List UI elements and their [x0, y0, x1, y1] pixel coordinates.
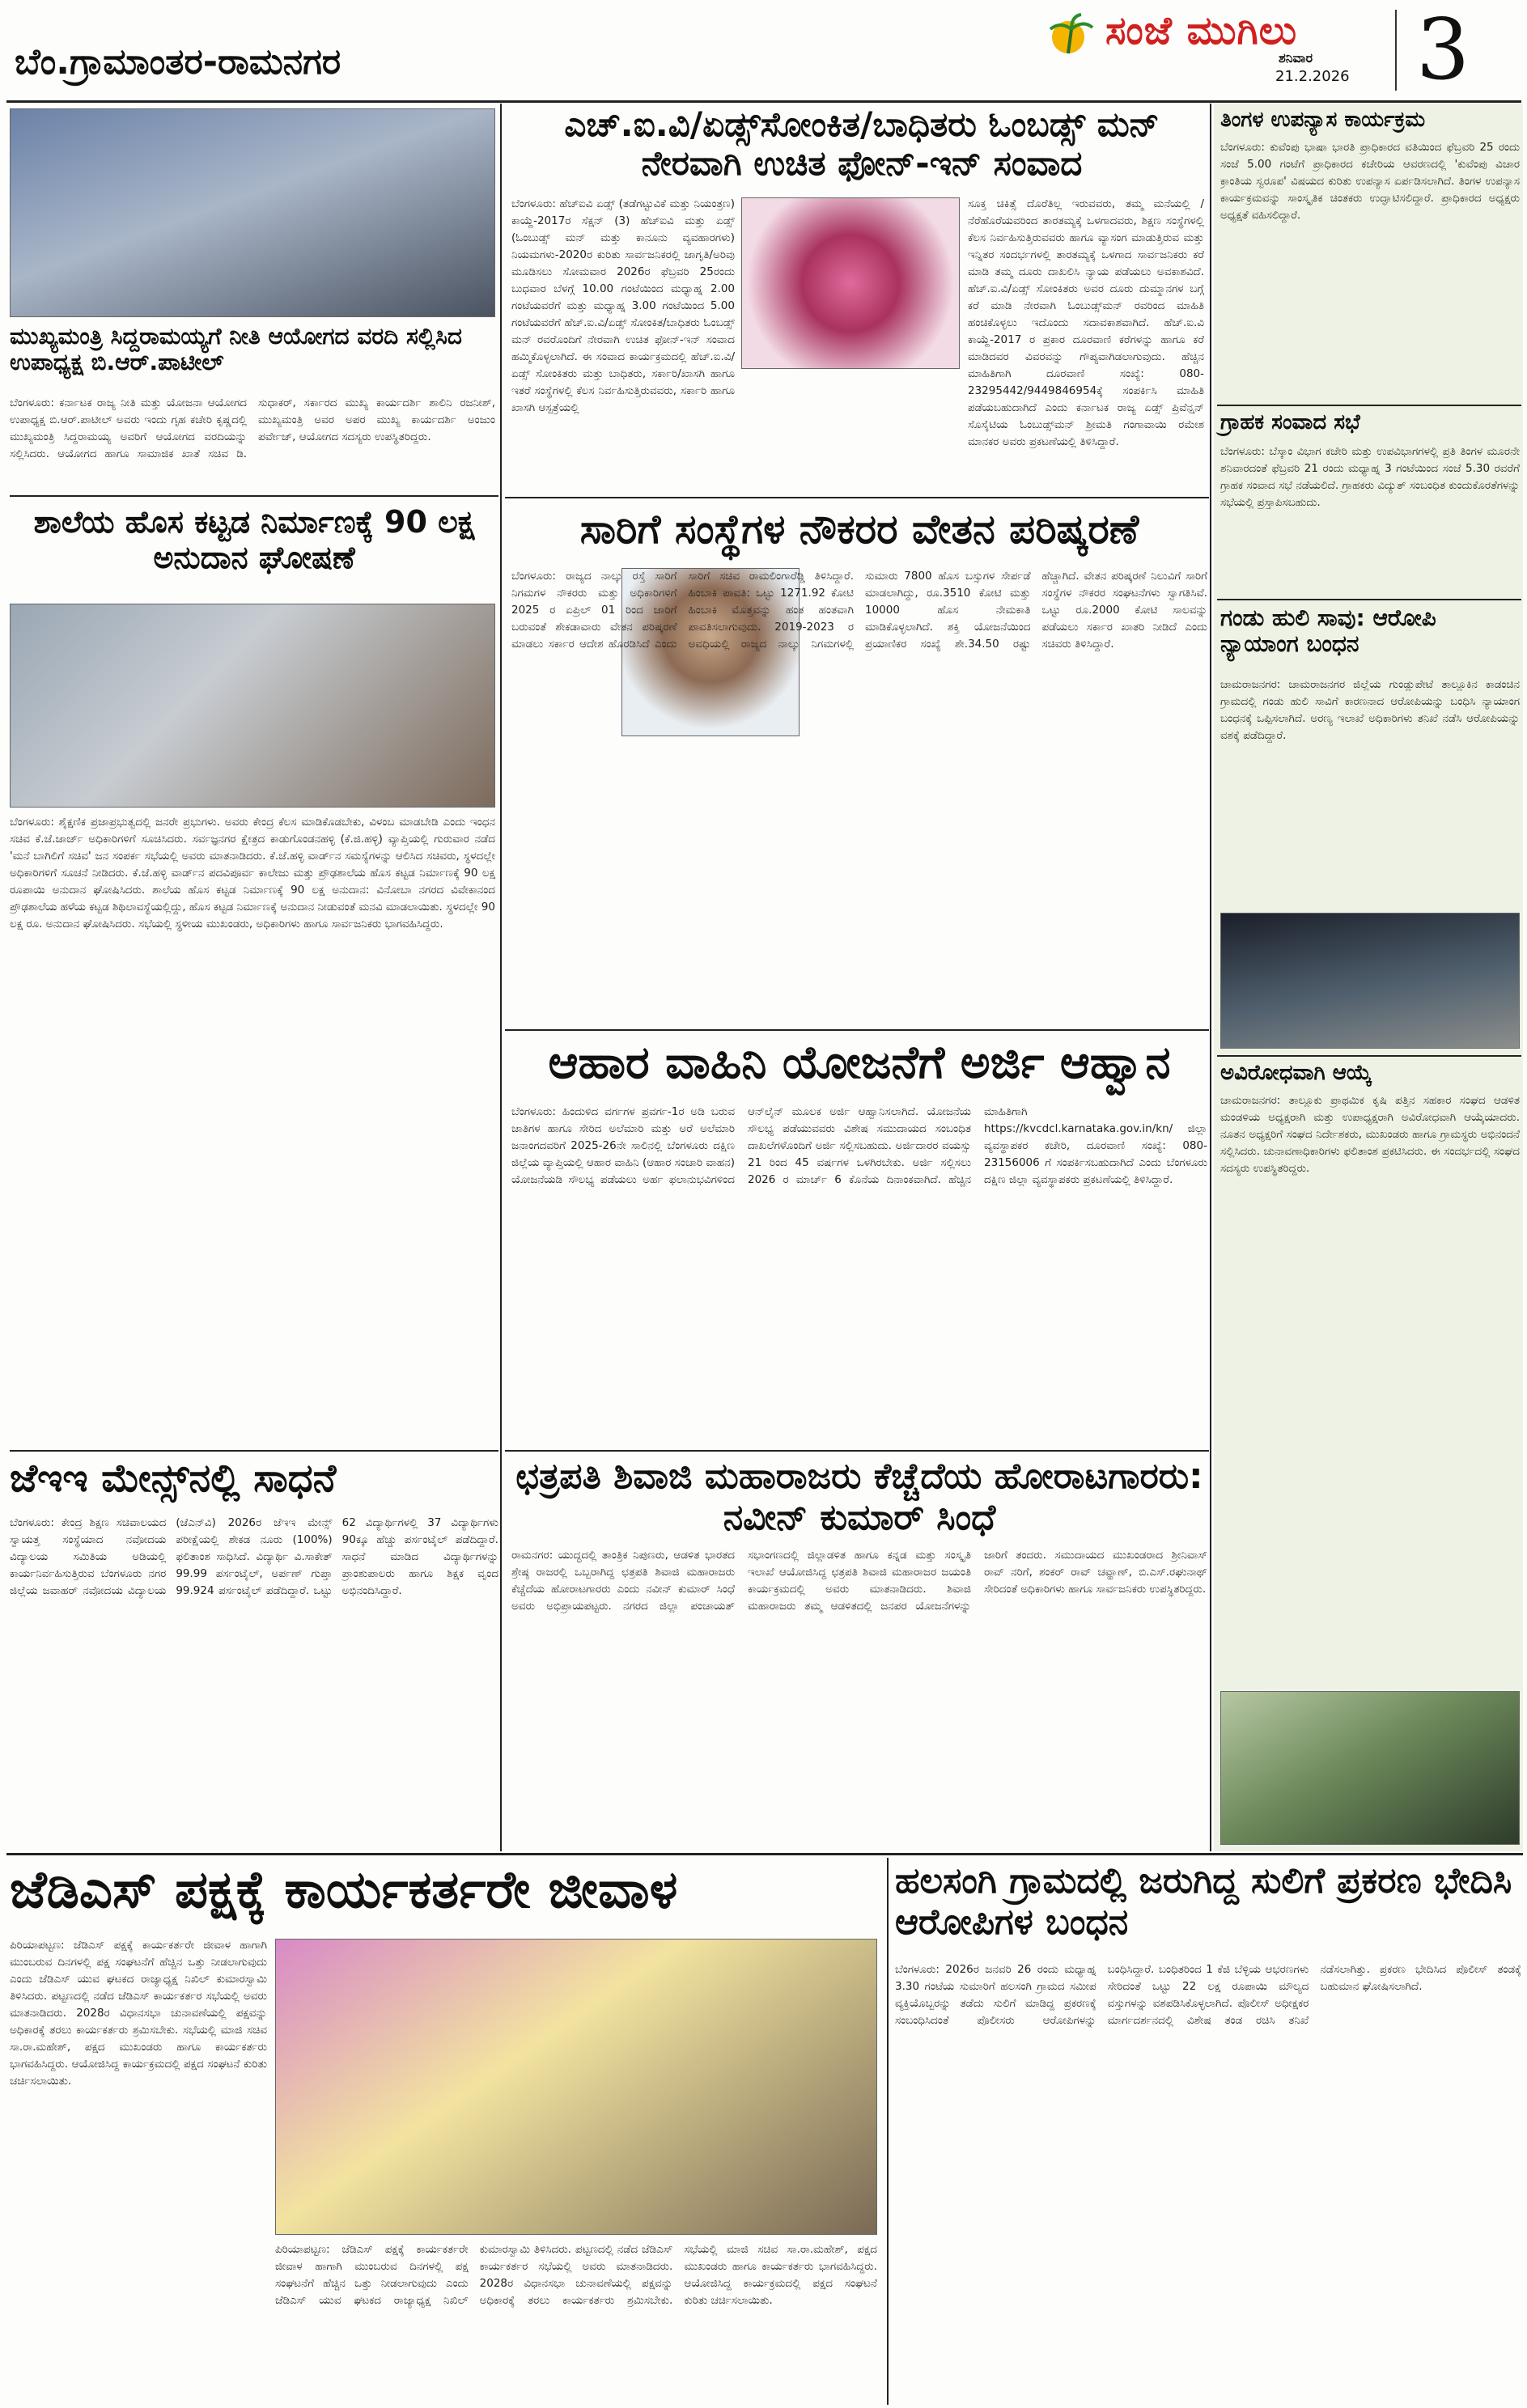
fasting-headline: ತಿಂಗಳ ಉಪನ್ಯಾಸ ಕಾರ್ಯಕ್ರಮ [1220, 108, 1426, 132]
consumer-rule [1217, 599, 1521, 600]
jee-divider [500, 1456, 502, 1851]
masthead-day: ಶನಿವಾರ [1279, 50, 1313, 66]
shivaji-headline: ಛತ್ರಪತಿ ಶಿವಾಜಿ ಮಹಾರಾಜರು ಕೆಚ್ಚೆದೆಯ ಹೋರಾಟಗಾರರು: ನವೀನ್ ಕುಮಾರ್ ಸಿಂಧೆ [515, 1456, 1203, 1538]
fasting-body: ಬೆಂಗಳೂರು: ಕುವೆಂಪು ಭಾಷಾ ಭಾರತಿ ಪ್ರಾಧಿಕಾರದ ವತಿಯಿಂದ ಫೆಬ್ರವರಿ 25 ರಂದು ಸಂಜೆ 5.00 ಗಂಟೆಗೆ ಪ್ರಾಧಿಕಾರದ ಕಚೇರಿಯ ಆವರಣದಲ್ಲಿ 'ಕುವೆಂಪು ವಿಚಾರ ಕ್ರಾಂತಿಯ ಸ್ವರೂಪ' ವಿಷಯದ ಕುರಿತು ಉಪನ್ಯಾಸ ಏರ್ಪಡಿಸಲಾಗಿದೆ. ತಿಂಗಳ ಉಪನ್ಯಾಸ ಕಾರ್ಯಕ್ರಮವನ್ನು ಸಾಂಸ್ಕೃತಿಕ ಚಿಂತಕರು ಉದ್ಘಾಟಿಸಲಿದ್ದಾರೆ. ಪ್ರಾಧಿಕಾರದ ಅಧ್ಯಕ್ಷರು ಅಧ್ಯಕ್ಷತೆ ವಹಿಸಲಿದ್ದಾರೆ. [1220, 141, 1520, 222]
fasting-rule [1217, 405, 1521, 406]
niti-rule [10, 495, 498, 497]
arrest-headline: ಅವಿರೋಧವಾಗಿ ಆಯ್ಕೆ [1220, 1061, 1372, 1085]
gandu-rule [1217, 1055, 1521, 1057]
food-headline: ಆಹಾರ ವಾಹಿನಿ ಯೋಜನೆಗೆ ಅರ್ಜಿ ಆಹ್ವಾನ [548, 1037, 1171, 1089]
niti-body: ಬೆಂಗಳೂರು: ಕರ್ನಾಟಕ ರಾಜ್ಯ ನೀತಿ ಮತ್ತು ಯೋಜನಾ ಆಯೋಗದ ಉಪಾಧ್ಯಕ್ಷ ಬಿ.ಆರ್.ಪಾಟೀಲ್ ಅವರು ಇಂದು ಗೃಹ ಕಚೇರಿ ಕೃಷ್ಣದಲ್ಲಿ ಮುಖ್ಯಮಂತ್ರಿ ಸಿದ್ದರಾಮಯ್ಯ ಅವರಿಗೆ ಆಯೋಗದ ವರದಿಯನ್ನು ಸಲ್ಲಿಸಿದರು. ಆಯೋಗದ ಹಾಗೂ ಸಾಮಾಜಿಕ ಖಾತೆ ಸಚಿವ ಡಿ. ಸುಧಾಕರ್, ಸರ್ಕಾರದ ಮುಖ್ಯ ಕಾರ್ಯದರ್ಶಿ ಶಾಲಿನಿ ರಜನೀಶ್, ಮುಖ್ಯಮಂತ್ರಿ ಅವರ ಅಪರ ಮುಖ್ಯ ಕಾರ್ಯದರ್ಶಿ ಅಂಜುಂ ಪರ್ವೇಜ್, ಆಯೋಗದ ಸದಸ್ಯರು ಉಪಸ್ಥಿತರಿದ್ದರು. [10, 396, 495, 460]
school-rule [10, 1450, 498, 1452]
masthead-name: ಸಂಜೆ ಮುಗಿಲು [1105, 8, 1298, 53]
salary-body: ಬೆಂಗಳೂರು: ರಾಜ್ಯದ ನಾಲ್ಕು ರಸ್ತೆ ಸಾರಿಗೆ ನಿಗಮಗಳ ನೌಕರರು ಮತ್ತು ಅಧಿಕಾರಿಗಳಿಗೆ 2025 ರ ಏಪ್ರಿಲ್ 01 ರಿಂದ ಜಾರಿಗೆ ಬರುವಂತೆ ಶೇಕಡಾವಾರು ವೇತನ ಪರಿಷ್ಕರಣೆ ಮಾಡಲು ಸರ್ಕಾರ ಆದೇಶ ಹೊರಡಿಸಿದೆ ಎಂದು ಸಾರಿಗೆ ಸಚಿವ ರಾಮಲಿಂಗಾರೆಡ್ಡಿ ತಿಳಿಸಿದ್ದಾರೆ. ಹಿಂಬಾಕಿ ಪಾವತಿ: ಒಟ್ಟು 1271.92 ಕೋಟಿ ಹಿಂಬಾಕಿ ಮೊತ್ತವನ್ನು ಹಂತ ಹಂತವಾಗಿ ಪಾವತಿಸಲಾಗುವುದು. 2019-2023 ರ ಅವಧಿಯಲ್ಲಿ ರಾಜ್ಯದ ನಾಲ್ಕು ನಿಗಮಗಳಲ್ಲಿ ಸುಮಾರು 7800 ಹೊಸ ಬಸ್ಸುಗಳ ಸೇರ್ಪಡೆ ಮಾಡಲಾಗಿದ್ದು, ರೂ.3510 ಕೋಟಿ ಮತ್ತು 10000 ಹೊಸ ನೇಮಕಾತಿ ಮಾಡಿಕೊಳ್ಳಲಾಗಿದೆ. ಶಕ್ತಿ ಯೋಜನೆಯಿಂದ ಪ್ರಯಾಣಿಕರ ಸಂಖ್ಯೆ ಶೇ.34.50 ರಷ್ಟು ಹೆಚ್ಚಾಗಿದೆ. ವೇತನ ಪರಿಷ್ಕರಣೆ ನಿಲುವಿಗೆ ಸಾರಿಗೆ ಸಂಸ್ಥೆಗಳ ನೌಕರರ ಸಂಘಟನೆಗಳು ಸ್ವಾಗತಿಸಿವೆ. ಒಟ್ಟು ರೂ.2000 ಕೋಟಿ ಸಾಲವನ್ನು ಪಡೆಯಲು ಸರ್ಕಾರ ಖಾತರಿ ನೀಡಿದೆ ಎಂದು ಸಚಿವರು ತಿಳಿಸಿದ್ದಾರೆ. [511, 570, 1207, 651]
consumer-headline: ಗ್ರಾಹಕ ಸಂವಾದ ಸಭೆ [1220, 410, 1360, 435]
halasangi-body: ಬೆಂಗಳೂರು: 2026ರ ಜನವರಿ 26 ರಂದು ಮಧ್ಯಾಹ್ನ 3.30 ಗಂಟೆಯ ಸುಮಾರಿಗೆ ಹಲಸಂಗಿ ಗ್ರಾಮದ ಸಮೀಪ ವ್ಯಕ್ತಿಯೊಬ್ಬರನ್ನು ತಡೆದು ಸುಲಿಗೆ ಮಾಡಿದ್ದ ಪ್ರಕರಣಕ್ಕೆ ಸಂಬಂಧಿಸಿದಂತೆ ಪೊಲೀಸರು ಆರೋಪಿಗಳನ್ನು ಬಂಧಿಸಿದ್ದಾರೆ. ಬಂಧಿತರಿಂದ 1 ಕೆಜಿ ಬೆಳ್ಳಿಯ ಆಭರಣಗಳು ಸೇರಿದಂತೆ ಒಟ್ಟು 22 ಲಕ್ಷ ರೂಪಾಯಿ ಮೌಲ್ಯದ ವಸ್ತುಗಳನ್ನು ವಶಪಡಿಸಿಕೊಳ್ಳಲಾಗಿದೆ. ಪೊಲೀಸ್ ಅಧೀಕ್ಷಕರ ಮಾರ್ಗದರ್ಶನದಲ್ಲಿ ವಿಶೇಷ ತಂಡ ರಚಿಸಿ ತನಿಖೆ ನಡೆಸಲಾಗಿತ್ತು. ಪ್ರಕರಣ ಭೇದಿಸಿದ ಪೊಲೀಸ್ ತಂಡಕ್ಕೆ ಬಹುಮಾನ ಘೋಷಿಸಲಾಗಿದೆ. [895, 1963, 1521, 2027]
masthead-divider [1395, 10, 1397, 91]
masthead-date: 21.2.2026 [1275, 68, 1350, 85]
gandu-photo [1220, 913, 1520, 1049]
masthead [1036, 0, 1521, 99]
jee-headline: ಜೆಇಇ ಮೇನ್ಸ್‌ನಲ್ಲಿ ಸಾಧನೆ [10, 1456, 337, 1501]
niti-headline: ಮುಖ್ಯಮಂತ್ರಿ ಸಿದ್ದರಾಮಯ್ಯಗೆ ನೀತಿ ಆಯೋಗದ ವರದಿ ಸಲ್ಲಿಸಿದ ಉಪಾಧ್ಯಕ್ಷ ಬಿ.ಆರ್.ಪಾಟೀಲ್ [10, 323, 462, 376]
salary-headline: ಸಾರಿಗೆ ಸಂಸ್ಥೆಗಳ ನೌಕರರ ವೇತನ ಪರಿಷ್ಕರಣೆ [579, 506, 1139, 553]
gandu-headline: ಗಂಡು ಹುಲಿ ಸಾವು: ಆರೋಪಿ ನ್ಯಾಯಾಂಗ ಬಂಧನ [1220, 604, 1436, 658]
jds-body-bottom: ಪಿರಿಯಾಪಟ್ಟಣ: ಜೆಡಿಎಸ್ ಪಕ್ಷಕ್ಕೆ ಕಾರ್ಯಕರ್ತರೇ ಜೀವಾಳ ಹಾಗಾಗಿ ಮುಂಬರುವ ದಿನಗಳಲ್ಲಿ ಪಕ್ಷ ಸಂಘಟನೆಗೆ ಹೆಚ್ಚಿನ ಒತ್ತು ನೀಡಲಾಗುವುದು ಎಂದು ಜೆಡಿಎಸ್ ಯುವ ಘಟಕದ ರಾಜ್ಯಾಧ್ಯಕ್ಷ ನಿಖಿಲ್ ಕುಮಾರಸ್ವಾಮಿ ತಿಳಿಸಿದರು. ಪಟ್ಟಣದಲ್ಲಿ ನಡೆದ ಜೆಡಿಎಸ್ ಕಾರ್ಯಕರ್ತರ ಸಭೆಯಲ್ಲಿ ಅವರು ಮಾತನಾಡಿದರು. 2028ರ ವಿಧಾನಸಭಾ ಚುನಾವಣೆಯಲ್ಲಿ ಪಕ್ಷವನ್ನು ಅಧಿಕಾರಕ್ಕೆ ತರಲು ಕಾರ್ಯಕರ್ತರು ಶ್ರಮಿಸಬೇಕು. ಸಭೆಯಲ್ಲಿ ಮಾಜಿ ಸಚಿವ ಸಾ.ರಾ.ಮಹೇಶ್, ಪಕ್ಷದ ಮುಖಂಡರು ಹಾಗೂ ಕಾರ್ಯಕರ್ತರು ಭಾಗವಹಿಸಿದ್ದರು. ಆಯೋಜಿಸಿದ್ದ ಕಾರ್ಯಕ್ರಮದಲ್ಲಿ ಪಕ್ಷದ ಸಂಘಟನೆ ಕುರಿತು ಚರ್ಚಿಸಲಾಯಿತು. [275, 2243, 877, 2307]
left-column-divider [500, 104, 502, 1463]
school-photo [10, 604, 495, 808]
shivaji-body: ರಾಮನಗರ: ಯುದ್ಧದಲ್ಲಿ ತಾಂತ್ರಿಕ ನಿಪುಣರು, ಆಡಳಿತ ಭಾರತದ ಶ್ರೇಷ್ಠ ರಾಜರಲ್ಲಿ ಒಬ್ಬರಾಗಿದ್ದ ಛತ್ರಪತಿ ಶಿವಾಜಿ ಮಹಾರಾಜರು ಕೆಚ್ಚೆದೆಯ ಹೋರಾಟಗಾರರು ಎಂದು ನವೀನ್ ಕುಮಾರ್ ಸಿಂಧೆ ಅವರು ಅಭಿಪ್ರಾಯಪಟ್ಟರು. ನಗರದ ಜಿಲ್ಲಾ ಪಂಚಾಯತ್ ಸಭಾಂಗಣದಲ್ಲಿ ಜಿಲ್ಲಾಡಳಿತ ಹಾಗೂ ಕನ್ನಡ ಮತ್ತು ಸಂಸ್ಕೃತಿ ಇಲಾಖೆ ಆಯೋಜಿಸಿದ್ದ ಛತ್ರಪತಿ ಶಿವಾಜಿ ಮಹಾರಾಜರ ಜಯಂತಿ ಕಾರ್ಯಕ್ರಮದಲ್ಲಿ ಅವರು ಮಾತನಾಡಿದರು. ಶಿವಾಜಿ ಮಹಾರಾಜರು ತಮ್ಮ ಆಡಳಿತದಲ್ಲಿ ಜನಪರ ಯೋಜನೆಗಳನ್ನು ಜಾರಿಗೆ ತಂದರು. ಸಮುದಾಯದ ಮುಖಂಡರಾದ ಶ್ರೀನಿವಾಸ್ ರಾವ್ ನರಿಗೆ, ಶಂಕರ್ ರಾವ್ ಚವ್ಹಾಣ್, ಬಿ.ಎಸ್.ರಘುನಾಥ್ ಸೇರಿದಂತೆ ಅಧಿಕಾರಿಗಳು ಹಾಗೂ ಸಾರ್ವಜನಿಕರು ಉಪಸ್ಥಿತರಿದ್ದರು. [511, 1549, 1207, 1613]
sidebar-divider [1210, 104, 1211, 1851]
salary-rule [505, 1029, 1209, 1031]
bottom-section-rule [6, 1853, 1523, 1855]
gandu-body: ಚಾಮರಾಜನಗರ: ಚಾಮರಾಜನಗರ ಜಿಲ್ಲೆಯ ಗುಂಡ್ಲುಪೇಟೆ ತಾಲ್ಲೂಕಿನ ಕಾಡಂಚಿನ ಗ್ರಾಮದಲ್ಲಿ ಗಂಡು ಹುಲಿ ಸಾವಿಗೆ ಕಾರಣನಾದ ಆರೋಪಿಯನ್ನು ಬಂಧಿಸಿ ನ್ಯಾಯಾಂಗ ಬಂಧನಕ್ಕೆ ಒಪ್ಪಿಸಲಾಗಿದೆ. ಅರಣ್ಯ ಇಲಾಖೆ ಅಧಿಕಾರಿಗಳು ತನಿಖೆ ನಡೆಸಿ ಆರೋಪಿಯನ್ನು ವಶಕ್ಕೆ ಪಡೆದಿದ್ದಾರೆ. [1220, 678, 1520, 742]
section-title: ಬೆಂ.ಗ್ರಾಮಾಂತರ-ರಾಮನಗರ [15, 40, 341, 83]
arrest-photo [1220, 1691, 1520, 1845]
hiv-headline: ಎಚ್.ಐ.ವಿ/ಏಡ್ಸ್‌ಸೋಂಕಿತ/ಬಾಧಿತರು ಓಂಬಡ್ಸ್ ಮನ್ ನೇರವಾಗಿ ಉಚಿತ ಫೋನ್-ಇನ್ ಸಂವಾದ [564, 104, 1160, 184]
arrest-body: ಚಾಮರಾಜನಗರ: ತಾಲ್ಲೂಕು ಪ್ರಾಥಮಿಕ ಕೃಷಿ ಪತ್ತಿನ ಸಹಕಾರ ಸಂಘದ ಆಡಳಿತ ಮಂಡಳಿಯ ಅಧ್ಯಕ್ಷರಾಗಿ ಮತ್ತು ಉಪಾಧ್ಯಕ್ಷರಾಗಿ ಅವಿರೋಧವಾಗಿ ಆಯ್ಕೆಯಾದರು. ನೂತನ ಅಧ್ಯಕ್ಷರಿಗೆ ಸಂಘದ ನಿರ್ದೇಶಕರು, ಮುಖಂಡರು ಹಾಗೂ ಗ್ರಾಮಸ್ಥರು ಅಭಿನಂದನೆ ಸಲ್ಲಿಸಿದರು. ಚುನಾವಣಾಧಿಕಾರಿಗಳು ಫಲಿತಾಂಶ ಪ್ರಕಟಿಸಿದರು. ಈ ಸಂದರ್ಭದಲ್ಲಿ ಸಂಘದ ಸದಸ್ಯರು ಉಪಸ್ಥಿತರಿದ್ದರು. [1220, 1094, 1520, 1175]
jee-body: ಬೆಂಗಳೂರು: ಕೇಂದ್ರ ಶಿಕ್ಷಣ ಸಚಿವಾಲಯದ ಸ್ವಾಯತ್ತ ಸಂಸ್ಥೆಯಾದ ನವೋದಯ ವಿದ್ಯಾಲಯ ಸಮಿತಿಯ ಅಡಿಯಲ್ಲಿ ಕಾರ್ಯನಿರ್ವಹಿಸುತ್ತಿರುವ ಬೆಂಗಳೂರು ನಗರ ಜಿಲ್ಲೆಯ ಜವಾಹರ್ ನವೋದಯ ವಿದ್ಯಾಲಯ (ಜೆಎನ್‌ವಿ) 2026ರ ಜೆಇಇ ಮೇನ್ಸ್ ಪರೀಕ್ಷೆಯಲ್ಲಿ ಶೇಕಡ ನೂರು (100%) ಫಲಿತಾಂಶ ಸಾಧಿಸಿದೆ. ವಿದ್ಯಾರ್ಥಿ ವಿ.ಸಾಕೇತ್ 99.99 ಪರ್ಸಂಟೈಲ್, ಅರ್ಪಣ್ ಗುಪ್ತಾ 99.924 ಪರ್ಸಂಟೈಲ್ ಪಡೆದಿದ್ದಾರೆ. ಒಟ್ಟು 62 ವಿದ್ಯಾರ್ಥಿಗಳಲ್ಲಿ 37 ವಿದ್ಯಾರ್ಥಿಗಳು 90ಕ್ಕೂ ಹೆಚ್ಚು ಪರ್ಸಂಟೈಲ್ ಪಡೆದಿದ್ದಾರೆ. ಸಾಧನೆ ಮಾಡಿದ ವಿದ್ಯಾರ್ಥಿಗಳನ್ನು ಪ್ರಾಂಶುಪಾಲರು ಹಾಗೂ ಶಿಕ್ಷಕ ವೃಂದ ಅಭಿನಂದಿಸಿದ್ದಾರೆ. [10, 1516, 498, 1597]
jds-photo [275, 1939, 877, 2235]
page-number: 3 [1416, 0, 1470, 99]
jds-body-left: ಪಿರಿಯಾಪಟ್ಟಣ: ಜೆಡಿಎಸ್ ಪಕ್ಷಕ್ಕೆ ಕಾರ್ಯಕರ್ತರೇ ಜೀವಾಳ ಹಾಗಾಗಿ ಮುಂಬರುವ ದಿನಗಳಲ್ಲಿ ಪಕ್ಷ ಸಂಘಟನೆಗೆ ಹೆಚ್ಚಿನ ಒತ್ತು ನೀಡಲಾಗುವುದು ಎಂದು ಜೆಡಿಎಸ್ ಯುವ ಘಟಕದ ರಾಜ್ಯಾಧ್ಯಕ್ಷ ನಿಖಿಲ್ ಕುಮಾರಸ್ವಾಮಿ ತಿಳಿಸಿದರು. ಪಟ್ಟಣದಲ್ಲಿ ನಡೆದ ಜೆಡಿಎಸ್ ಕಾರ್ಯಕರ್ತರ ಸಭೆಯಲ್ಲಿ ಅವರು ಮಾತನಾಡಿದರು. 2028ರ ವಿಧಾನಸಭಾ ಚುನಾವಣೆಯಲ್ಲಿ ಪಕ್ಷವನ್ನು ಅಧಿಕಾರಕ್ಕೆ ತರಲು ಕಾರ್ಯಕರ್ತರು ಶ್ರಮಿಸಬೇಕು. ಸಭೆಯಲ್ಲಿ ಮಾಜಿ ಸಚಿವ ಸಾ.ರಾ.ಮಹೇಶ್, ಪಕ್ಷದ ಮುಖಂಡರು ಹಾಗೂ ಕಾರ್ಯಕರ್ತರು ಭಾಗವಹಿಸಿದ್ದರು. ಆಯೋಜಿಸಿದ್ದ ಕಾರ್ಯಕ್ರಮದಲ್ಲಿ ಪಕ್ಷದ ಸಂಘಟನೆ ಕುರಿತು ಚರ್ಚಿಸಲಾಯಿತು. [10, 1939, 267, 2088]
halasangi-headline: ಹಲಸಂಗಿ ಗ್ರಾಮದಲ್ಲಿ ಜರುಗಿದ್ದ ಸುಲಿಗೆ ಪ್ರಕರಣ ಭೇದಿಸಿ ಆರೋಪಿಗಳ ಬಂಧನ [895, 1860, 1512, 1943]
consumer-body: ಬೆಂಗಳೂರು: ಬೆಸ್ಕಾಂ ವಿಭಾಗ ಕಚೇರಿ ಮತ್ತು ಉಪವಿಭಾಗಗಳಲ್ಲಿ ಪ್ರತಿ ತಿಂಗಳ ಮೂರನೇ ಶನಿವಾರದಂತೆ ಫೆಬ್ರವರಿ 21 ರಂದು ಮಧ್ಯಾಹ್ನ 3 ಗಂಟೆಯಿಂದ ಸಂಜೆ 5.30 ರವರೆಗೆ ಗ್ರಾಹಕ ಸಂವಾದ ಸಭೆ ನಡೆಯಲಿದೆ. ಗ್ರಾಹಕರು ವಿದ್ಯುತ್ ಸಂಬಂಧಿತ ಕುಂದುಕೊರತೆಗಳನ್ನು ಸಭೆಯಲ್ಲಿ ಪ್ರಸ್ತಾಪಿಸಬಹುದು. [1220, 445, 1520, 509]
niti-photo [10, 108, 495, 317]
hiv-body-left: ಬೆಂಗಳೂರು: ಹೆಚ್‌ಐವಿ ಏಡ್ಸ್ (ತಡೆಗಟ್ಟುವಿಕೆ ಮತ್ತು ನಿಯಂತ್ರಣ) ಕಾಯ್ದೆ-2017ರ ಸೆಕ್ಷನ್ (3) ಹೆಚ್‌ಐವಿ ಮತ್ತು ಏಡ್ಸ್ (ಓಂಬುಡ್ಸ್ ಮನ್ ಮತ್ತು ಕಾನೂನು ವ್ಯವಹಾರಗಳು) ನಿಯಮಗಳು-2020ರ ಕುರಿತು ಸಾರ್ವಜನಿಕರಲ್ಲಿ ಜಾಗೃತಿ/ಅರಿವು ಮೂಡಿಸಲು ಸೋಮವಾರ 2026ರ ಫೆಬ್ರವರಿ 25ರಂದು ಬುಧವಾರ ಬೆಳಗ್ಗೆ 10.00 ಗಂಟೆಯಿಂದ ಮಧ್ಯಾಹ್ನ 2.00 ಗಂಟೆಯವರೆಗೆ ಮತ್ತು ಮಧ್ಯಾಹ್ನ 3.00 ಗಂಟೆಯಿಂದ 5.00 ಗಂಟೆಯವರೆಗೆ ಹೆಚ್.ಐ.ವಿ/ಏಡ್ಸ್ ಸೋಂಕಿತ/ಬಾಧಿತರು ಓಂಬಡ್ಸ್ ಮನ್ ರವರೊಂದಿಗೆ ನೇರವಾಗಿ ಉಚಿತ ಫೋನ್-ಇನ್ ಸಂವಾದ ಹಮ್ಮಿಕೊಳ್ಳಲಾಗಿದೆ. ಈ ಸಂವಾದ ಕಾರ್ಯಕ್ರಮದಲ್ಲಿ ಹೆಚ್.ಐ.ವಿ/ಏಡ್ಸ್ ಸೋಂಕಿತರು ಮತ್ತು ಬಾಧಿತರು, ಸರ್ಕಾರಿ/ಖಾಸಗಿ ಹಾಗೂ ಇತರೆ ಸಂಸ್ಥೆಗಳಲ್ಲಿ ಕೆಲಸ ನಿರ್ವಹಿಸುತ್ತಿರುವವರು, ಸರ್ಕಾರಿ ಹಾಗೂ ಖಾಸಗಿ ಆಸ್ಪತ್ರೆಯಲ್ಲಿ [511, 197, 735, 414]
bottom-divider [887, 1858, 889, 2405]
school-headline: ಶಾಲೆಯ ಹೊಸ ಕಟ್ಟಡ ನಿರ್ಮಾಣಕ್ಕೆ 90 ಲಕ್ಷ ಅನುದಾನ ಘೋಷಣೆ [33, 504, 475, 575]
hiv-rule [505, 497, 1209, 498]
food-rule [505, 1450, 1209, 1452]
food-body: ಬೆಂಗಳೂರು: ಹಿಂದುಳಿದ ವರ್ಗಗಳ ಪ್ರವರ್ಗ-1ರ ಅಡಿ ಬರುವ ಜಾತಿಗಳ ಹಾಗೂ ಸೇರಿದ ಅಲೆಮಾರಿ ಮತ್ತು ಅರೆ ಅಲೆಮಾರಿ ಜನಾಂಗದವರಿಗೆ 2025-26ನೇ ಸಾಲಿನಲ್ಲಿ ಬೆಂಗಳೂರು ದಕ್ಷಿಣ ಜಿಲ್ಲೆಯ ವ್ಯಾಪ್ತಿಯಲ್ಲಿ ಆಹಾರ ವಾಹಿನಿ (ಆಹಾರ ಸಂಚಾರಿ ವಾಹನ) ಯೋಜನೆಯಡಿ ಸೌಲಭ್ಯ ಪಡೆಯಲು ಅರ್ಹ ಫಲಾನುಭವಿಗಳಿಂದ ಆನ್‌ಲೈನ್ ಮೂಲಕ ಅರ್ಜಿ ಆಹ್ವಾನಿಸಲಾಗಿದೆ. ಯೋಜನೆಯ ಸೌಲಭ್ಯ ಪಡೆಯುವವರು ವಿಶೇಷ ಸಮುದಾಯದ ಸಂಬಂಧಿತ ದಾಖಲೆಗಳೊಂದಿಗೆ ಅರ್ಜಿ ಸಲ್ಲಿಸಬಹುದು. ಅರ್ಜಿದಾರರ ವಯಸ್ಸು 21 ರಿಂದ 45 ವರ್ಷಗಳ ಒಳಗಿರಬೇಕು. ಅರ್ಜಿ ಸಲ್ಲಿಸಲು 2026 ರ ಮಾರ್ಚ್ 6 ಕೊನೆಯ ದಿನಾಂಕವಾಗಿದೆ. ಹೆಚ್ಚಿನ ಮಾಹಿತಿಗಾಗಿ https://kvcdcl.karnataka.gov.in/kn/ ಜಿಲ್ಲಾ ವ್ಯವಸ್ಥಾಪಕರ ಕಚೇರಿ, ದೂರವಾಣಿ ಸಂಖ್ಯೆ: 080-23156006 ಗೆ ಸಂಪರ್ಕಿಸಬಹುದಾಗಿದೆ ಎಂದು ಬೆಂಗಳೂರು ದಕ್ಷಿಣ ಜಿಲ್ಲಾ ವ್ಯವಸ್ಥಾಪಕರು ಪ್ರಕಟಣೆಯಲ್ಲಿ ತಿಳಿಸಿದ್ದಾರೆ. [511, 1105, 1207, 1186]
hiv-body-right: ಸೂಕ್ತ ಚಿಕಿತ್ಸೆ ದೊರೆತಿಲ್ಲ ಇರುವವರು, ತಮ್ಮ ಮನೆಯಲ್ಲಿ / ನೆರೆಹೊರೆಯವರಿಂದ ತಾರತಮ್ಯಕ್ಕೆ ಒಳಗಾದವರು, ಶಿಕ್ಷಣ ಸಂಸ್ಥೆಗಳಲ್ಲಿ ಕೆಲಸ ನಿರ್ವಹಿಸುತ್ತಿರುವವರು ಹಾಗೂ ವ್ಯಾಸಂಗ ಮಾಡುತ್ತಿರುವ ಮತ್ತು ಇನ್ನಿತರ ಸಂದರ್ಭಗಳಲ್ಲಿ ತಾರತಮ್ಯಕ್ಕೆ ಒಳಗಾದ ಸಾರ್ವಜನಿಕರು ಕರೆ ಮಾಡಿ ತಮ್ಮ ದೂರು ದಾಖಲಿಸಿ ನ್ಯಾಯ ಪಡೆಯಲು ಅವಕಾಶವಿದೆ. ಹೆಚ್.ಐ.ವಿ/ಏಡ್ಸ್ ಸೋಂಕಿತರು ಅವರ ದೂರು ದುಮ್ಮಾನಗಳ ಬಗ್ಗೆ ಕರೆ ಮಾಡಿ ನೇರವಾಗಿ ಓಂಬುಡ್ಸ್‌ಮನ್ ರವರಿಂದ ಮಾಹಿತಿ ಹಂಚಿಕೊಳ್ಳಲು ಇದೊಂದು ಸದಾವಕಾಶವಾಗಿದೆ. ಹೆಚ್.ಐ.ವಿ ಕಾಯ್ದೆ-2017 ರ ಪ್ರಕಾರ ದೂರವಾಣಿ ಕರೆಗಳನ್ನು ಹಾಗೂ ಕರೆ ಮಾಡಿದವರ ವಿವರವನ್ನು ಗೌಪ್ಯವಾಗಿಡಲಾಗುವುದು. ಹೆಚ್ಚಿನ ಮಾಹಿತಿಗಾಗಿ ದೂರವಾಣಿ ಸಂಖ್ಯೆ: 080-23295442/9449846954ಕ್ಕೆ ಸಂಪರ್ಕಿಸಿ ಮಾಹಿತಿ ಪಡೆಯಬಹುದಾಗಿದೆ ಎಂದು ಕರ್ನಾಟಕ ರಾಜ್ಯ ಏಡ್ಸ್ ಪ್ರಿವೆನ್ಷನ್ ಸೊಸೈಟಿಯ ಓಂಬುಡ್ಸ್‌ಮನ್ ಶ್ರೀಮತಿ ಗಂಗಾವಾಯಿ ರಮೇಶ ಮಾನಕರ ಅವರು ಪ್ರಕಟಣೆಯಲ್ಲಿ ತಿಳಿಸಿದ್ದಾರೆ. [968, 197, 1204, 448]
school-body: ಬೆಂಗಳೂರು: ಶೈಕ್ಷಣಿಕ ಪ್ರಜಾಪ್ರಭುತ್ವದಲ್ಲಿ ಜನರೇ ಪ್ರಭುಗಳು. ಅವರು ಕೇಂದ್ರ ಕೆಲಸ ಮಾಡಿಕೊಡಬೇಕು, ವಿಳಂಬ ಮಾಡಬೇಡಿ ಎಂದು ಇಂಧನ ಸಚಿವ ಕೆ.ಜೆ.ಜಾರ್ಜ್ ಅಧಿಕಾರಿಗಳಿಗೆ ಸೂಚಿಸಿದರು. ಸರ್ವಜ್ಞನಗರ ಕ್ಷೇತ್ರದ ಕಾಡುಗೊಂಡನಹಳ್ಳಿ (ಕೆ.ಜಿ.ಹಳ್ಳಿ) ವ್ಯಾಪ್ತಿಯಲ್ಲಿ ಗುರುವಾರ ನಡೆದ 'ಮನೆ ಬಾಗಿಲಿಗೆ ಸಚಿವ' ಜನ ಸಂಪರ್ಕ ಸಭೆಯಲ್ಲಿ ಅವರು ಮಾತನಾಡಿದರು. ಕೆ.ಜೆ.ಹಳ್ಳಿ ವಾರ್ಡ್‌ನ ಸಮಸ್ಯೆಗಳನ್ನು ಆಲಿಸಿದ ಸಚಿವರು, ಸ್ಥಳದಲ್ಲೇ ಅಧಿಕಾರಿಗಳಿಗೆ ಸೂಚನೆ ನೀಡಿದರು. ಕೆ.ಜೆ.ಹಳ್ಳಿ ವಾರ್ಡ್‌ನ ಪದವಿಪೂರ್ವ ಕಾಲೇಜು ಮತ್ತು ಪ್ರೌಢಶಾಲೆಯ ಹೊಸ ಕಟ್ಟಡ ನಿರ್ಮಾಣಕ್ಕೆ 90 ಲಕ್ಷ ರೂಪಾಯಿ ಅನುದಾನ ಘೋಷಿಸಿದರು. ಶಾಲೆಯ ಹೊಸ ಕಟ್ಟಡ ನಿರ್ಮಾಣಕ್ಕೆ 90 ಲಕ್ಷ ಅನುದಾನ: ವಿನೋಬಾ ನಗರದ ವಿವೇಕಾನಂದ ಪ್ರೌಢಶಾಲೆಯ ಹಳೆಯ ಕಟ್ಟಡ ಶಿಥಿಲಾವಸ್ಥೆಯಲ್ಲಿದ್ದು, ಹೊಸ ಕಟ್ಟಡ ನಿರ್ಮಾಣಕ್ಕೆ ಅನುದಾನ ನೀಡುವಂತೆ ಮನವಿ ಮಾಡಲಾಯಿತು. ಸ್ಥಳದಲ್ಲೇ 90 ಲಕ್ಷ ರೂ. ಅನುದಾನ ಘೋಷಿಸಿದರು. ಸಭೆಯಲ್ಲಿ ಸ್ಥಳೀಯ ಮುಖಂಡರು, ಅಧಿಕಾರಿಗಳು ಹಾಗೂ ಸಾರ್ವಜನಿಕರು ಭಾಗವಹಿಸಿದ್ದರು. [10, 816, 495, 931]
palm-logo-icon [1036, 10, 1104, 58]
virus-photo [741, 197, 960, 369]
header-rule [6, 100, 1521, 103]
jds-headline: ಜೆಡಿಎಸ್ ಪಕ್ಷಕ್ಕೆ ಕಾರ್ಯಕರ್ತರೇ ಜೀವಾಳ [10, 1860, 678, 1920]
